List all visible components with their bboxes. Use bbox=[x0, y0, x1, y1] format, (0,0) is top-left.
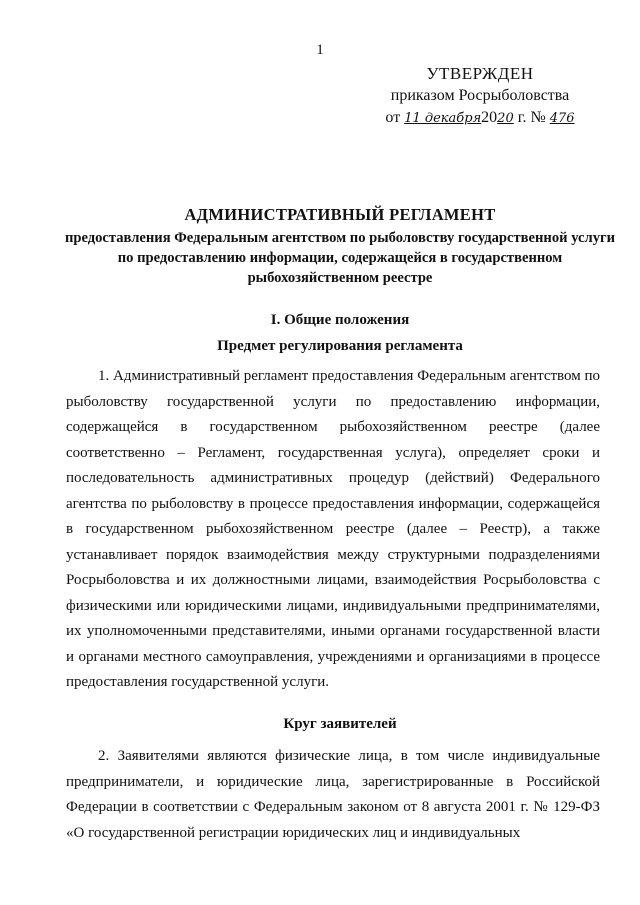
section-subheading-subject: Предмет регулирования регламента bbox=[217, 338, 463, 354]
document-title: АДМИНИСТРАТИВНЫЙ РЕГЛАМЕНТ bbox=[184, 205, 496, 224]
paragraph-1: 1. Административный регламент предоставления Федеральным агентством по рыболовству государственной услуги по предоставлению информации, содержащейся в государственном рыбохозяйственном реестре (далее соответственно – Регламент, государственная услуга), определяет сроки и последовательность административных процедур (действий) Федерального агентства по рыболовству в процессе предоставления информации, содержащейся в государственном рыбохозяйственном реестре (далее – Реестр), а также устанавливает порядок взаимодействия между структурными подразделениями Росрыболовства и их должностными лицами, взаимодействия Росрыболовства с физическими или юридическими лицами, индивидуальными предпринимателями, их уполномоченными представителями, иными органами государственной власти и органами местного самоуправления, учреждениями и организациями в процессе предоставления государственной услуги. bbox=[66, 368, 600, 690]
document-subtitle: предоставления Федеральным агентством по рыболовству государственной услуги по предоставлению информации, содержащейся в государственном рыбохозяйственном реестре bbox=[64, 230, 616, 286]
paragraph-2: 2. Заявителями являются физические лица, в том числе индивидуальные предприниматели, и юридические лица, зарегистрированные в Российской Федерации в соответствии с Федеральным законом от 8 августа 2001 г. № 129-ФЗ «О государственной регистрации юридических лиц и индивидуальных bbox=[66, 748, 600, 841]
approval-heading: УТВЕРЖДЕН bbox=[426, 64, 534, 83]
date-mid: г. № bbox=[517, 109, 546, 126]
handwritten-year: 20 bbox=[497, 111, 514, 126]
section-heading-applicants: Круг заявителей bbox=[283, 716, 397, 732]
approval-block bbox=[360, 63, 600, 130]
date-prefix: от bbox=[385, 109, 401, 126]
page-number: 1 bbox=[316, 42, 324, 58]
approval-date-line bbox=[360, 107, 600, 130]
handwritten-order-number: 476 bbox=[549, 111, 575, 126]
year-prefix: 20 bbox=[481, 109, 498, 126]
handwritten-date: 11 декабря bbox=[404, 111, 482, 126]
section-heading-general: I. Общие положения bbox=[270, 312, 410, 328]
approval-order-line: приказом Росрыболовства bbox=[390, 87, 570, 104]
